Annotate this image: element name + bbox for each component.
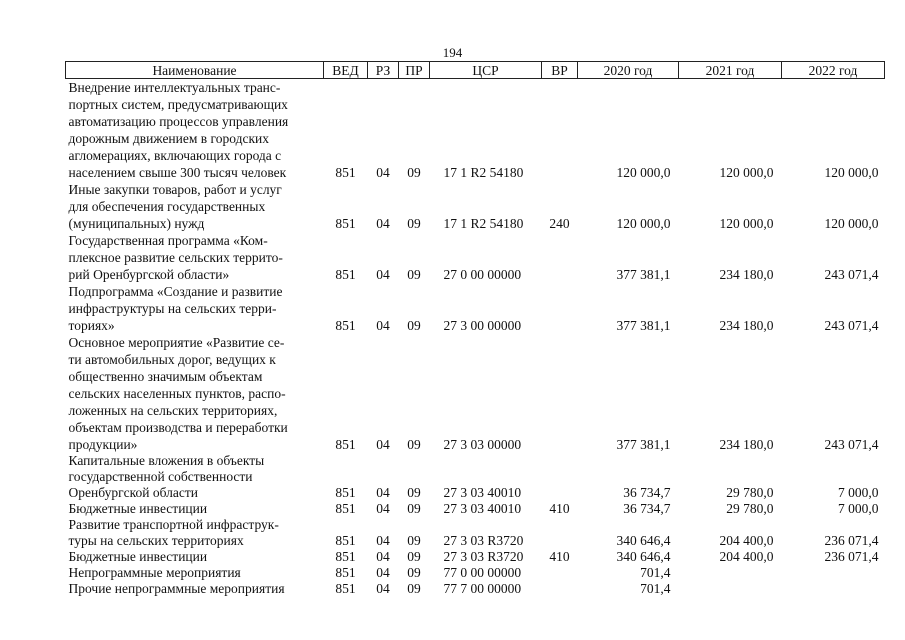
cell-pr: 09 [407, 437, 421, 452]
cell-y2022: 120 000,0 [824, 165, 879, 180]
cell-y2020: 377 381,1 [616, 437, 671, 452]
cell-y2020: 120 000,0 [616, 216, 671, 231]
cell-y2020: 701,4 [640, 581, 671, 596]
cell-y2020: 36 734,7 [623, 485, 671, 500]
cell-y2022: 243 071,4 [824, 437, 879, 452]
cell-y2021: 120 000,0 [719, 216, 774, 231]
table-row [66, 565, 885, 581]
cell-rz: 04 [376, 549, 390, 564]
cell-y2022: 7 000,0 [838, 501, 879, 516]
cell-y2020: 340 646,4 [616, 549, 671, 564]
header-ved: ВЕД [324, 62, 368, 79]
cell-csr: 77 0 00 00000 [443, 565, 522, 580]
cell-ved: 851 [335, 267, 356, 282]
cell-rz: 04 [376, 501, 390, 516]
cell-y2022: 120 000,0 [824, 216, 879, 231]
cell-rz: 04 [376, 437, 390, 452]
cell-vr [542, 79, 578, 182]
header-name: Наименование [66, 62, 324, 79]
cell-ved: 851 [335, 565, 356, 580]
cell-vr [542, 334, 578, 453]
cell-y2020: 120 000,0 [616, 165, 671, 180]
cell-y2020: 701,4 [640, 565, 671, 580]
cell-vr: 410 [549, 501, 570, 516]
cell-y2022: 7 000,0 [838, 485, 879, 500]
cell-csr: 17 1 R2 54180 [443, 165, 524, 180]
table-row [66, 549, 885, 565]
cell-rz: 04 [376, 533, 390, 548]
cell-y2021 [679, 581, 782, 597]
cell-pr: 09 [407, 533, 421, 548]
table-row [66, 501, 885, 517]
cell-vr [542, 565, 578, 581]
cell-name: Государственная программа «Ком- плексное развитие сельских террито- рий Оренбургской области» [68, 233, 283, 282]
cell-vr [542, 517, 578, 549]
cell-y2021: 234 180,0 [719, 437, 774, 452]
cell-vr: 410 [549, 549, 570, 564]
cell-ved: 851 [335, 216, 356, 231]
cell-pr: 09 [407, 216, 421, 231]
cell-y2022: 243 071,4 [824, 318, 879, 333]
cell-vr [542, 453, 578, 501]
cell-y2020: 377 381,1 [616, 318, 671, 333]
cell-y2020: 377 381,1 [616, 267, 671, 282]
cell-ved: 851 [335, 533, 356, 548]
cell-y2022: 243 071,4 [824, 267, 879, 282]
cell-csr: 27 3 03 R3720 [443, 533, 524, 548]
cell-y2021: 234 180,0 [719, 318, 774, 333]
table-row [66, 181, 885, 232]
cell-name: Развитие транспортной инфраструк- туры на сельских территориях [68, 517, 279, 548]
header-2022: 2022 год [782, 62, 885, 79]
cell-csr: 27 3 03 R3720 [443, 549, 524, 564]
table-row [66, 581, 885, 597]
cell-vr [542, 581, 578, 597]
cell-name: Основное мероприятие «Развитие се- ти автомобильных дорог, ведущих к общественно значимым объектам сельских населенных пунктов, распо- ложенных на сельских территориях, объектам производства и переработки продукции» [68, 335, 288, 452]
cell-y2021: 120 000,0 [719, 165, 774, 180]
table-row [66, 79, 885, 182]
cell-ved: 851 [335, 437, 356, 452]
cell-csr: 27 3 03 00000 [443, 437, 522, 452]
budget-table [65, 61, 885, 597]
cell-csr: 27 0 00 00000 [443, 267, 522, 282]
cell-vr: 240 [549, 216, 570, 231]
cell-name: Подпрограмма «Создание и развитие инфраструктуры на сельских терри- ториях» [68, 284, 283, 333]
header-pr: ПР [399, 62, 430, 79]
cell-csr: 17 1 R2 54180 [443, 216, 524, 231]
table-header-row [66, 62, 885, 79]
cell-name: Внедрение интеллектуальных транс- портных систем, предусматривающих автоматизацию процессов управления дорожным движением в городских агломерациях, включающих города с населением свыше 300 тысяч человек [68, 80, 289, 180]
cell-pr: 09 [407, 501, 421, 516]
header-2020: 2020 год [578, 62, 679, 79]
cell-y2021: 234 180,0 [719, 267, 774, 282]
cell-csr: 27 3 00 00000 [443, 318, 522, 333]
cell-rz: 04 [376, 485, 390, 500]
table-row [66, 453, 885, 501]
cell-csr: 77 7 00 00000 [443, 581, 522, 596]
cell-rz: 04 [376, 267, 390, 282]
cell-vr [542, 283, 578, 334]
cell-y2022 [782, 565, 885, 581]
cell-ved: 851 [335, 485, 356, 500]
table-row [66, 334, 885, 453]
cell-rz: 04 [376, 318, 390, 333]
cell-pr: 09 [407, 485, 421, 500]
cell-pr: 09 [407, 267, 421, 282]
cell-y2021: 204 400,0 [719, 549, 774, 564]
cell-csr: 27 3 03 40010 [443, 501, 522, 516]
cell-name: Капитальные вложения в объекты государственной собственности Оренбургской области [68, 453, 265, 500]
cell-ved: 851 [335, 501, 356, 516]
table-row [66, 232, 885, 283]
cell-name: Прочие непрограммные мероприятия [68, 581, 285, 596]
cell-y2021: 29 780,0 [726, 485, 774, 500]
cell-rz: 04 [376, 165, 390, 180]
table-row [66, 283, 885, 334]
cell-rz: 04 [376, 581, 390, 596]
header-2021: 2021 год [679, 62, 782, 79]
cell-ved: 851 [335, 318, 356, 333]
cell-vr [542, 232, 578, 283]
cell-y2021: 204 400,0 [719, 533, 774, 548]
page-number: 194 [442, 45, 463, 60]
cell-ved: 851 [335, 165, 356, 180]
header-rz: РЗ [368, 62, 399, 79]
header-csr: ЦСР [430, 62, 542, 79]
cell-y2021 [679, 565, 782, 581]
cell-pr: 09 [407, 165, 421, 180]
cell-y2022: 236 071,4 [824, 549, 879, 564]
cell-ved: 851 [335, 549, 356, 564]
cell-rz: 04 [376, 565, 390, 580]
cell-y2020: 340 646,4 [616, 533, 671, 548]
cell-rz: 04 [376, 216, 390, 231]
cell-pr: 09 [407, 549, 421, 564]
cell-pr: 09 [407, 565, 421, 580]
cell-y2022 [782, 581, 885, 597]
header-vr: ВР [542, 62, 578, 79]
cell-ved: 851 [335, 581, 356, 596]
cell-csr: 27 3 03 40010 [443, 485, 522, 500]
cell-pr: 09 [407, 581, 421, 596]
cell-name: Бюджетные инвестиции [68, 549, 208, 564]
cell-pr: 09 [407, 318, 421, 333]
cell-y2021: 29 780,0 [726, 501, 774, 516]
cell-name: Иные закупки товаров, работ и услуг для обеспечения государственных (муниципальных) нужд [68, 182, 282, 231]
table-row [66, 517, 885, 549]
cell-name: Бюджетные инвестиции [68, 501, 208, 516]
cell-y2020: 36 734,7 [623, 501, 671, 516]
cell-name: Непрограммные мероприятия [68, 565, 241, 580]
cell-y2022: 236 071,4 [824, 533, 879, 548]
